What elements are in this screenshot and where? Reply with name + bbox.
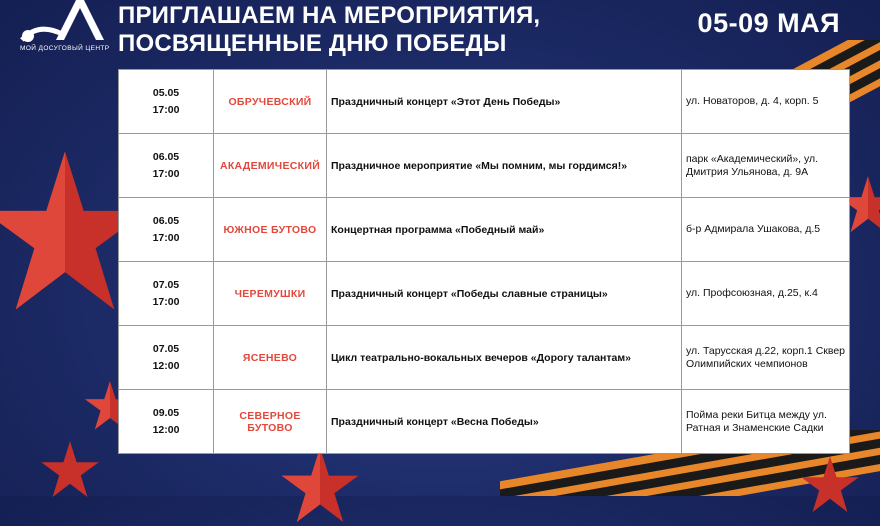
event-district: ЯСЕНЕВО (214, 326, 327, 390)
event-datetime (119, 326, 214, 390)
date-range: 05-09 МАЯ (697, 8, 840, 38)
event-district: СЕВЕРНОЕ БУТОВО (214, 390, 327, 454)
event-datetime (119, 262, 214, 326)
event-time: 17:00 (152, 167, 180, 180)
event-time: 12:00 (152, 423, 180, 436)
red-star-bottom-mid (280, 446, 360, 526)
event-title: Праздничный концерт «Весна Победы» (327, 390, 682, 454)
event-title: Цикл театрально-вокальных вечеров «Дорогу талантам» (327, 326, 682, 390)
event-date: 06.05 (152, 150, 180, 163)
event-date: 06.05 (152, 214, 180, 227)
table-row (119, 134, 850, 198)
event-datetime (119, 134, 214, 198)
event-time: 17:00 (152, 231, 180, 244)
title-line-2: ПОСВЯЩЕННЫЕ ДНЮ ПОБЕДЫ (118, 30, 507, 57)
event-date: 07.05 (152, 278, 180, 291)
event-address: парк «Академический», ул. Дмитрия Ульянова, д. 9А (682, 134, 850, 198)
event-date: 07.05 (152, 342, 180, 355)
event-time: 17:00 (152, 295, 180, 308)
event-title: Праздничное мероприятие «Мы помним, мы гордимся!» (327, 134, 682, 198)
event-title: Праздничный концерт «Этот День Победы» (327, 70, 682, 134)
event-district: ОБРУЧЕВСКИЙ (214, 70, 327, 134)
red-star-bottom-right (800, 455, 860, 515)
event-title: Концертная программа «Победный май» (327, 198, 682, 262)
event-address: ул. Новаторов, д. 4, корп. 5 (682, 70, 850, 134)
event-district: ЧЕРЕМУШКИ (214, 262, 327, 326)
event-title: Праздничный концерт «Победы славные страницы» (327, 262, 682, 326)
event-address: ул. Профсоюзная, д.25, к.4 (682, 262, 850, 326)
events-table (118, 69, 850, 454)
event-address: ул. Тарусская д.22, корп.1 Сквер Олимпийских чемпионов (682, 326, 850, 390)
event-datetime (119, 198, 214, 262)
title-line-1: ПРИГЛАШАЕМ НА МЕРОПРИЯТИЯ, (118, 2, 541, 29)
event-datetime (119, 390, 214, 454)
event-date: 09.05 (152, 406, 180, 419)
event-address: б-р Адмирала Ушакова, д.5 (682, 198, 850, 262)
red-star-bottom-left (40, 440, 100, 500)
table-row (119, 326, 850, 390)
event-date: 05.05 (152, 86, 180, 99)
event-time: 12:00 (152, 359, 180, 372)
table-row (119, 262, 850, 326)
event-district: АКАДЕМИЧЕСКИЙ (214, 134, 327, 198)
event-time: 17:00 (152, 103, 180, 116)
table-row (119, 198, 850, 262)
table-row (119, 390, 850, 454)
table-row (119, 70, 850, 134)
logo-caption: МОЙ ДОСУГОВЫЙ ЦЕНТР (20, 45, 110, 52)
page-title (118, 2, 540, 58)
event-datetime (119, 70, 214, 134)
event-address: Пойма реки Битца между ул. Ратная и Знаменские Садки (682, 390, 850, 454)
event-district: ЮЖНОЕ БУТОВО (214, 198, 327, 262)
